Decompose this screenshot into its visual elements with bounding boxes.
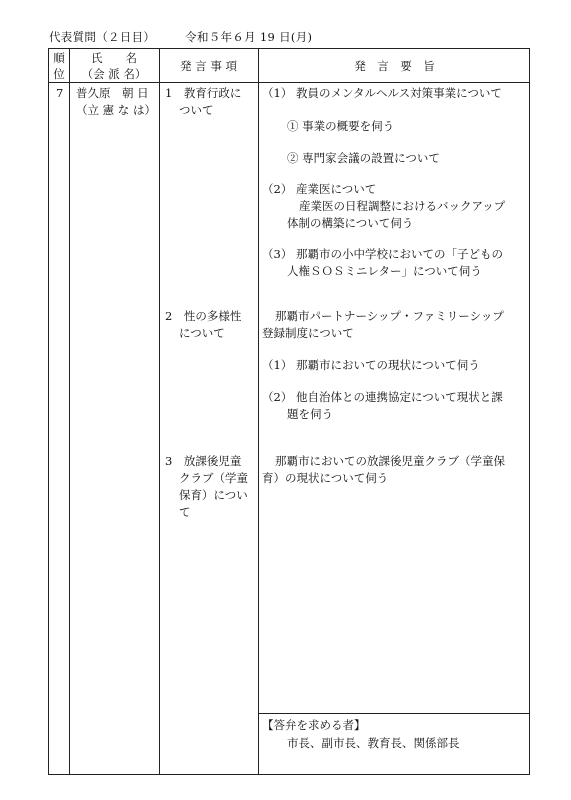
rank-header-line1: 順 (53, 51, 65, 65)
summary-t3a: 那覇市においての放課後児童クラブ（学童保 (275, 454, 505, 468)
summary-3b: 人権ＳＯＳミニレター」について伺う (287, 264, 482, 278)
summary-2b: 体制の構築について伺う (287, 216, 414, 230)
name-header-line2: （会 派 名） (81, 67, 147, 81)
summary-2: （2） 産業医について (262, 182, 377, 196)
summary-t2c: （1） 那覇市においての現状について伺う (262, 358, 480, 372)
summary-2a: 産業医の日程調整におけるバックアップ (299, 199, 506, 213)
summary-1b: ② 専門家会議の設置について (287, 151, 440, 165)
topic-2-line1: 2 性の多様性 (165, 309, 242, 323)
summary-t2b: 登録制度について (262, 326, 354, 340)
name-header-line1: 氏 名 (91, 51, 137, 65)
summary-3a: （3） 那覇市の小中学校においての「子どもの (262, 247, 503, 261)
summary-t2a: 那覇市パートナーシップ・ファミリーシップ (275, 309, 504, 323)
question-table (48, 48, 530, 775)
summary-t2e: 題を伺う (287, 407, 333, 421)
header-title: 代表質問（２日目） (49, 30, 156, 44)
answerers-divider (258, 713, 529, 714)
topic-2-line2: について (179, 326, 225, 340)
col-header-name (69, 50, 159, 82)
col-header-rank (49, 50, 69, 82)
topic-3-line4: て (179, 505, 191, 519)
party-name: （立 憲 な は） (76, 103, 156, 117)
topic-3-line2: クラブ（学童 (179, 471, 248, 485)
topic-3-line1: 3 放課後児童 (165, 454, 242, 468)
summary-t3b: 育）の現状について伺う (262, 471, 389, 485)
topic-1-line1: 1 教育行政に (165, 86, 242, 100)
summary-t2d: （2） 他自治体との連携協定について現状と課 (262, 390, 503, 404)
member-name: 普久原 朝 日 (76, 86, 149, 100)
answerers-label: 【答弁を求める者】 (262, 718, 366, 732)
answerers-names: 市長、副市長、教育長、関係部長 (287, 736, 460, 750)
rank-value: 7 (56, 86, 64, 100)
col-header-topic: 発 言 事 項 (180, 59, 237, 73)
summary-1a: ① 事業の概要を伺う (287, 119, 395, 133)
summary-1: （1） 教員のメンタルヘルス対策事業について (262, 86, 502, 100)
rank-header-line2: 位 (53, 67, 65, 81)
col-divider (258, 49, 259, 774)
page-header (49, 29, 312, 45)
col-header-summary: 発 言 要 旨 (354, 59, 435, 73)
col-divider (69, 49, 70, 774)
header-divider (49, 82, 529, 83)
col-divider (159, 49, 160, 774)
topic-1-line2: ついて (179, 103, 214, 117)
topic-3-line3: 保育）につい (179, 488, 248, 502)
header-date: 令和５年６月 19 日(月) (185, 30, 313, 44)
